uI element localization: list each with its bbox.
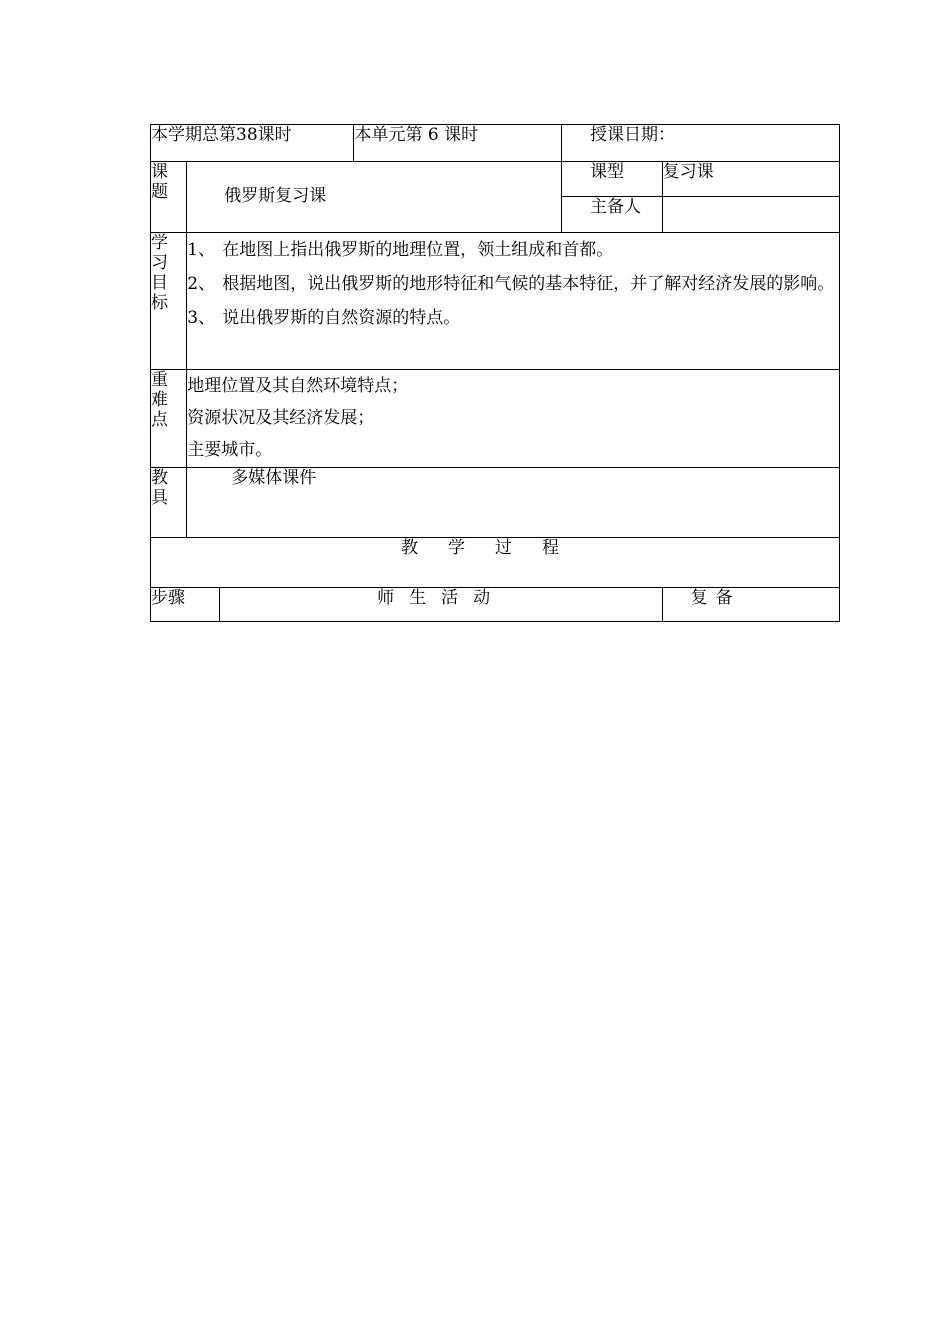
goal-text: 在地图上指出俄罗斯的地理位置，领土组成和首都。 xyxy=(222,240,614,260)
preparer-label: 主备人 xyxy=(589,197,641,217)
goal-text: 说出俄罗斯的自然资源的特点。 xyxy=(222,308,461,328)
tools-label-cell xyxy=(151,468,187,538)
key-point-item: 主要城市。 xyxy=(187,440,273,460)
activity-header-cell xyxy=(220,588,662,622)
goals-label-char: 标 xyxy=(151,293,168,313)
type-label: 课型 xyxy=(589,162,624,182)
activity-label: 师生活动 xyxy=(377,588,506,608)
goals-label-char: 学 xyxy=(151,233,168,253)
type-label-cell xyxy=(561,162,662,197)
key-points-label-char: 点 xyxy=(151,410,168,430)
subject-label-cell xyxy=(151,162,187,233)
goals-row xyxy=(151,233,840,370)
review-header-cell xyxy=(662,588,839,622)
goal-item xyxy=(187,267,839,301)
process-title-row xyxy=(151,538,840,588)
date-label: 授课日期： xyxy=(589,125,675,145)
subject-row xyxy=(151,162,840,197)
steps-label: 步骤 xyxy=(151,588,185,608)
goal-number: 2、 xyxy=(187,274,216,294)
goals-cell xyxy=(187,233,840,370)
goals-label-cell xyxy=(151,233,187,370)
steps-header-cell xyxy=(151,588,220,622)
review-label: 复备 xyxy=(690,588,741,608)
unit-lesson-cell xyxy=(354,125,561,162)
goal-text: 根据地图，说出俄罗斯的地形特征和气候的基本特征，并了解对经济发展的影响。 xyxy=(222,274,835,294)
unit-lesson-text: 本单元第 6 课时 xyxy=(354,125,479,145)
key-point-item: 地理位置及其自然环境特点； xyxy=(187,376,409,396)
subject-label-char: 课 xyxy=(151,162,168,182)
preparer-value-cell xyxy=(662,197,839,233)
key-points-label-cell xyxy=(151,370,187,468)
goal-item xyxy=(187,233,839,267)
tools-label-char: 教 xyxy=(151,468,168,488)
tools-row xyxy=(151,468,840,538)
date-cell xyxy=(561,125,839,162)
goal-number: 1、 xyxy=(187,240,216,260)
type-value-cell xyxy=(662,162,839,197)
key-points-label-char: 重 xyxy=(151,370,168,390)
tools-label-char: 具 xyxy=(151,488,168,508)
process-title-cell xyxy=(151,538,840,588)
subject-title: 俄罗斯复习课 xyxy=(224,186,327,206)
preparer-label-cell xyxy=(561,197,662,233)
key-points-cell xyxy=(187,370,840,468)
header-row xyxy=(151,125,840,162)
tools-cell xyxy=(187,468,840,538)
tools-value: 多媒体课件 xyxy=(231,468,317,488)
total-lesson-cell xyxy=(151,125,354,162)
goals-label-char: 习 xyxy=(151,253,168,273)
goal-item xyxy=(187,301,839,335)
process-title: 教学过程 xyxy=(401,538,589,558)
goals-label-char: 目 xyxy=(151,273,168,293)
key-points-row xyxy=(151,370,840,468)
process-header-row xyxy=(151,588,840,622)
key-points-label-char: 难 xyxy=(151,390,168,410)
subject-label-char: 题 xyxy=(151,182,168,202)
type-value: 复习课 xyxy=(662,162,714,182)
key-point-item: 资源状况及其经济发展； xyxy=(187,408,375,428)
subject-title-cell xyxy=(187,162,562,233)
total-lesson-text: 本学期总第38课时 xyxy=(151,125,292,145)
goal-number: 3、 xyxy=(187,308,216,328)
lesson-plan-table xyxy=(150,124,840,622)
